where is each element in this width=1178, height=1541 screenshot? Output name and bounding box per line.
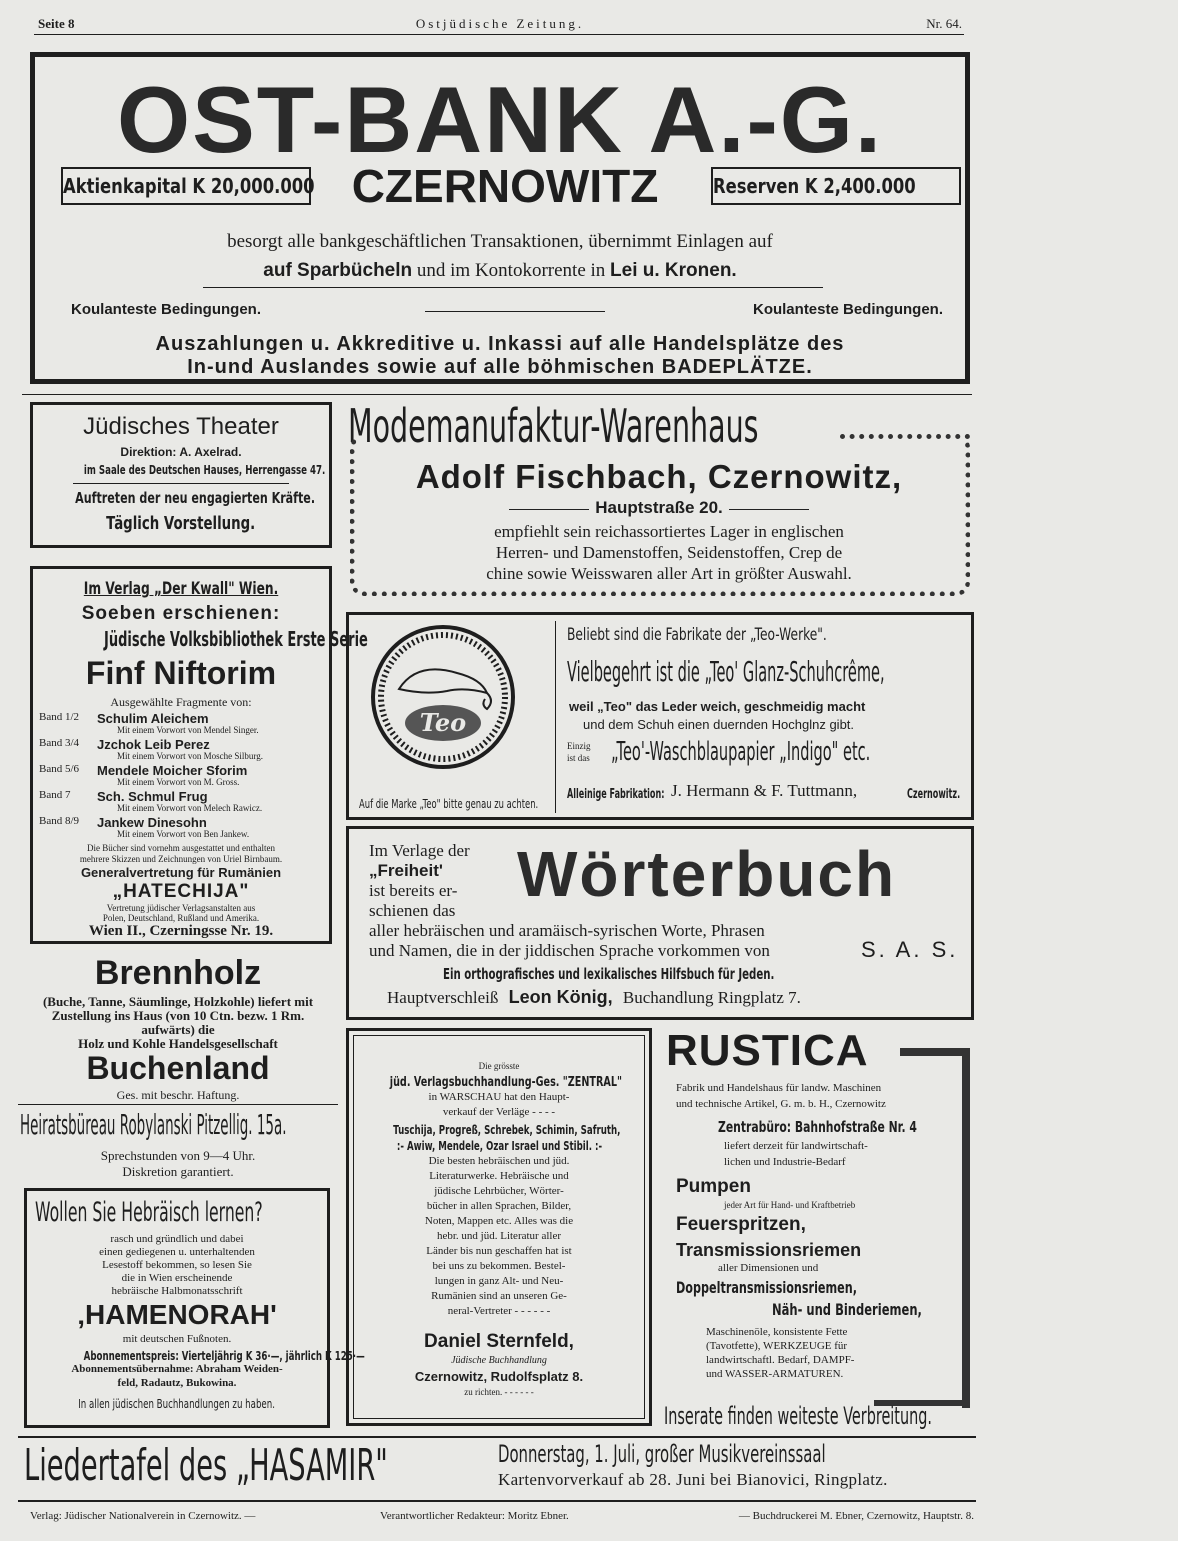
wb-v4: schienen das	[369, 901, 456, 920]
kwall-title: Finf Niftorim	[85, 655, 277, 691]
band-author: Sch. Schmul Frug	[97, 789, 208, 804]
capital-text: Aktienkapital K 20,000.000	[63, 174, 315, 198]
theater-line1-wrap	[33, 489, 329, 508]
zentral-l15: lungen in ganz Alt- und Neu-	[434, 1275, 564, 1287]
capital-box	[61, 167, 315, 205]
zentral-l10: bücher in allen Sprachen, Bilder,	[426, 1200, 572, 1212]
band-row	[39, 763, 323, 789]
kwall-publisher: Im Verlag „Der Kwall" Wien.	[83, 579, 279, 599]
wb-author: S. A. S.	[861, 937, 959, 962]
theater-line1: Auftreten der neu engagierten Kräfte.	[75, 489, 316, 507]
theater-ad	[30, 402, 332, 548]
band-label: Band 1/2	[39, 711, 80, 723]
rustica-l2: und technische Artikel, G. m. b. H., Czernowitz	[676, 1098, 886, 1110]
rustica-p2: Feuerspritzen,	[676, 1214, 806, 1235]
teo-einzig1: Einzig	[567, 741, 591, 751]
brennholz-l1: (Buche, Tanne, Säumlinge, Holzkohle) liefert mit	[42, 994, 314, 1009]
wb-d3-wrap	[443, 965, 863, 984]
rustica-bar-right	[962, 1048, 970, 1408]
wb-d2: und Namen, die in der jiddischen Sprache vorkommen von	[369, 941, 770, 960]
teo-line3: weil „Teo" das Leder weich, geschmeidig macht	[569, 699, 866, 714]
heirat-l1: Sprechstunden von 9—4 Uhr.	[100, 1148, 256, 1163]
liedertafel-title-wrap	[24, 1440, 486, 1498]
teo-ad	[346, 612, 974, 820]
hamenorah-l10-wrap	[29, 1395, 325, 1413]
zentral-l5: Tuschija, Progreß, Schrebek, Schimin, Safruth,	[393, 1123, 621, 1137]
band-author: Jzchok Leib Perez	[97, 737, 210, 752]
theater-line2-wrap	[33, 513, 329, 534]
hamenorah-l2: einen gediegenen u. unterhaltenden	[99, 1246, 255, 1258]
mode-title: Modemanufaktur-Warenhaus	[348, 399, 759, 453]
band-note: Mit einem Vorwort von Ben Jankew.	[117, 829, 250, 839]
kwall-series-wrap	[33, 627, 368, 651]
teo-line5-wrap	[611, 737, 971, 773]
kwall-general: Generalvertretung für Rumänien	[80, 865, 282, 880]
band-note: Mit einem Vorwort von Melech Rawicz.	[117, 803, 263, 813]
band-note: Mit einem Vorwort von M. Gross.	[117, 777, 240, 787]
kwall-out: Soeben erschienen:	[81, 603, 281, 624]
rustica-l11: und WASSER-ARMATUREN.	[706, 1368, 844, 1380]
teo-divider	[555, 621, 556, 813]
theater-line2: Täglich Vorstellung.	[106, 513, 256, 534]
section-rule	[22, 394, 972, 395]
zentral-l17: neral-Vertreter - - - - - -	[447, 1305, 551, 1317]
newspaper-name: Ostjüdische Zeitung.	[415, 16, 585, 31]
wb-v3: ist bereits er-	[369, 881, 458, 900]
mode-frame-top	[840, 434, 970, 439]
ostbank-ad	[30, 52, 970, 384]
conditions-divider	[425, 311, 605, 312]
rustica-p4: Doppeltransmissionsriemen,	[676, 1278, 858, 1297]
hamenorah-l10: In allen jüdischen Buchhandlungen zu haben.	[78, 1397, 276, 1411]
zentral-ad	[346, 1028, 652, 1426]
kontokorrente: und im Kontokorrente in	[412, 260, 611, 281]
rustica-p5-wrap	[772, 1300, 958, 1320]
zentral-l7: Die besten hebräischen und jüd.	[428, 1155, 570, 1167]
zentral-l20: zu richten. - - - - - -	[464, 1387, 534, 1397]
zentral-l14: bei uns zu bekommen. Bestel-	[432, 1260, 566, 1272]
wb-d4a: Hauptverschleiß	[387, 988, 499, 1007]
street-dash-right	[729, 509, 809, 510]
heirat-title-wrap	[20, 1108, 338, 1144]
rustica-l10: landwirtschaftl. Bedarf, DAMPF-	[706, 1354, 855, 1366]
teo-logo-ring	[373, 627, 513, 767]
footer-editor: Verantwortlicher Redakteur: Moritz Ebner.	[380, 1510, 569, 1522]
liedertafel-rule-bottom	[18, 1500, 976, 1502]
zentral-l8: Literaturwerke. Hebräische und	[429, 1170, 569, 1182]
brennholz-l3: aufwärts) die	[141, 1022, 215, 1037]
zentral-l9: jüdische Lehrbücher, Wörter-	[434, 1185, 564, 1197]
zentral-l3: in WARSCHAU hat den Haupt-	[428, 1091, 570, 1103]
liedertafel-l1: Donnerstag, 1. Juli, großer Musikvereinssaal	[498, 1440, 826, 1468]
zentral-l6-wrap	[349, 1137, 649, 1155]
teo-line4: und dem Schuh einen duernden Hochglnz gibt.	[583, 717, 855, 732]
theater-title: Jüdisches Theater	[83, 413, 279, 440]
footer	[30, 1508, 974, 1528]
teo-line2: Vielbegehrt ist die „Teo' Glanz-Schuhcrême,	[567, 655, 885, 688]
rustica-l4: liefert derzeit für landwirtschaft-	[724, 1140, 868, 1152]
mode-ad	[344, 398, 974, 606]
band-note: Mit einem Vorwort von Mendel Singer.	[117, 725, 259, 735]
zentral-l2-wrap	[349, 1073, 649, 1091]
sparbuecheln: auf Sparbücheln	[263, 260, 413, 281]
wb-v2: „Freiheit'	[369, 861, 443, 880]
footer-publisher: Verlag: Jüdischer Nationalverein in Czernowitz. —	[30, 1510, 256, 1522]
zentral-l1: Die grösste	[478, 1061, 520, 1071]
wb-title: Wörterbuch	[517, 838, 897, 910]
kwall-rep2: Polen, Deutschland, Rußland und Amerika.	[102, 913, 260, 923]
zentral-l13: Länder bis nun geschaffen hat ist	[426, 1245, 572, 1257]
brennholz-ad	[18, 954, 338, 1102]
band-author: Schulim Aleichem	[97, 711, 209, 726]
wb-v1: Im Verlage der	[369, 841, 470, 860]
brennholz-l4: Holz und Kohle Handelsgesellschaft	[78, 1036, 278, 1051]
band-label: Band 3/4	[39, 737, 80, 749]
teo-city: Czernowitz.	[907, 787, 961, 802]
conditions-right: Koulanteste Bedingungen.	[752, 301, 943, 318]
teo-city-wrap	[907, 785, 971, 803]
teo-line5: „Teo'-Waschblaupapier „Indigo" etc.	[611, 737, 871, 767]
band-label: Band 5/6	[39, 763, 80, 775]
issue-number: Nr. 64.	[926, 16, 962, 31]
ostbank-line2	[35, 260, 965, 282]
kwall-books1: Die Bücher sind vornehm ausgestattet und enthalten	[87, 843, 275, 853]
reserves-text: Reserven K 2,400.000	[713, 174, 916, 198]
hamenorah-ad	[24, 1188, 365, 1428]
liedertafel-l2: Kartenvorverkauf ab 28. Juni bei Bianovici, Ringplatz.	[498, 1470, 888, 1489]
rustica-bar-top	[900, 1048, 970, 1056]
kwall-series: Jüdische Volksbibliothek Erste Serie	[104, 627, 368, 651]
band-label: Band 7	[39, 789, 71, 801]
hamenorah-l3: Lesestoff bekommen, so lesen Sie	[102, 1259, 252, 1271]
conditions-left: Koulanteste Bedingungen.	[71, 301, 262, 318]
wb-d1: aller hebräischen und aramäisch-syrischen Worte, Phrasen	[369, 921, 765, 940]
zentral-l16: Rumänien sind an unseren Ge-	[431, 1290, 567, 1302]
page-number: Seite 8	[38, 16, 75, 31]
band-row	[39, 789, 323, 815]
footer-printer: — Buchdruckerei M. Ebner, Czernowitz, Hauptstr. 8.	[738, 1510, 974, 1522]
mode-line3: chine sowie Weisswaren aller Art in größter Auswahl.	[486, 564, 852, 583]
mode-owner: Adolf Fischbach, Czernowitz,	[415, 458, 903, 495]
heirat-l2: Diskretion garantiert.	[122, 1164, 234, 1179]
inserate-wrap	[664, 1402, 974, 1436]
teo-logo	[369, 623, 517, 771]
rustica-p4-wrap	[676, 1278, 958, 1298]
wb-d3: Ein orthografisches und lexikalisches Hilfsbuch für Jeden.	[443, 965, 775, 983]
band-row	[39, 737, 323, 763]
theater-hall-wrap	[37, 461, 325, 479]
heirat-ad	[18, 1104, 338, 1184]
zentral-l6: :- Awiw, Mendele, Ozar Israel und Stibil. :-	[396, 1139, 602, 1153]
ostbank-rule	[203, 287, 823, 288]
header-rule	[34, 34, 964, 35]
band-label: Band 8/9	[39, 815, 80, 827]
brennholz-name: Buchenland	[86, 1050, 270, 1086]
hamenorah-title-wrap	[35, 1197, 329, 1233]
rustica-p3: Transmissionsriemen	[676, 1240, 862, 1260]
ostbank-line3: Auszahlungen u. Akkreditive u. Inkassi auf alle Handelsplätze des	[155, 333, 845, 355]
rustica-p5: Näh- und Binderiemen,	[772, 1300, 922, 1319]
zentral-l11: Noten, Mappen etc. Alles was die	[424, 1215, 574, 1227]
heirat-rule	[18, 1104, 338, 1105]
teo-line2-wrap	[567, 655, 967, 695]
rustica-l6: jeder Art für Hand- und Kraftbetrieb	[724, 1200, 856, 1210]
running-header	[38, 12, 962, 34]
hamenorah-l5: hebräische Halbmonatsschrift	[111, 1285, 243, 1297]
band-note: Mit einem Vorwort von Mosche Silburg.	[117, 751, 263, 761]
mode-street: Hauptstraße 20.	[595, 498, 723, 517]
hamenorah-l9: feld, Radautz, Bukowina.	[117, 1377, 237, 1389]
rustica-l7: aller Dimensionen und	[718, 1262, 819, 1274]
street-dash-left	[509, 509, 589, 510]
teo-fab: Alleinige Fabrikation:	[567, 787, 665, 802]
zentral-l4: verkauf der Verläge - - - -	[442, 1106, 556, 1118]
rustica-l1: Fabrik und Handelshaus für landw. Maschinen	[676, 1082, 882, 1094]
band-row	[39, 711, 323, 737]
theater-hall: im Saale des Deutschen Hauses, Herrengasse 47.	[83, 463, 326, 477]
band-row	[39, 815, 323, 841]
rustica-p1: Pumpen	[676, 1176, 751, 1197]
chameleon-icon	[399, 669, 487, 693]
brennholz-title: Brennholz	[94, 954, 262, 992]
hamenorah-l8: Abonnementsübernahme: Abraham Weiden-	[71, 1363, 283, 1375]
theater-direction: Direktion: A. Axelrad.	[120, 445, 242, 459]
ostbank-title: OST-BANK A.-G.	[116, 67, 884, 172]
liedertafel-title: Liedertafel des „HASAMIR"	[24, 1440, 388, 1491]
kwall-hatechija: „HATECHIJA"	[112, 881, 250, 902]
chameleon-tail-icon	[483, 693, 491, 709]
ostbank-line1: besorgt alle bankgeschäftlichen Transaktionen, übernimmt Einlagen auf	[227, 231, 773, 252]
wb-d4c: Buchandlung Ringplatz 7.	[622, 988, 801, 1007]
teo-caption-wrap	[359, 795, 559, 813]
hamenorah-l1: rasch und gründlich und dabei	[110, 1233, 244, 1245]
band-author: Mendele Moicher Sforim	[97, 763, 248, 778]
lei-kronen: Lei u. Kronen.	[610, 260, 737, 281]
zentral-l12: hebr. und jüd. Literatur aller	[436, 1230, 561, 1242]
liedertafel-ad	[18, 1438, 976, 1498]
teo-einzig2: ist das	[567, 753, 590, 763]
rustica-title: RUSTICA	[666, 1026, 869, 1075]
rustica-l5: lichen und Industrie-Bedarf	[724, 1156, 846, 1168]
inserate-text: Inserate finden weiteste Verbreitung.	[664, 1402, 932, 1430]
teo-fab-wrap	[567, 785, 677, 803]
ostbank-line4: In-und Auslandes sowie auf alle böhmischen BADEPLÄTZE.	[187, 356, 813, 378]
woerterbuch-ad	[346, 826, 974, 1020]
wb-d4b: Leon König,	[508, 987, 613, 1007]
kwall-bands	[39, 711, 323, 841]
brennholz-ges: Ges. mit beschr. Haftung.	[116, 1088, 240, 1102]
teo-caption: Auf die Marke „Teo" bitte genau zu achten.	[359, 797, 539, 811]
kwall-publisher-wrap	[33, 579, 329, 599]
teo-makers: J. Hermann & F. Tuttmann,	[671, 781, 858, 800]
hamenorah-l6: mit deutschen Fußnoten.	[122, 1333, 232, 1345]
rustica-ad	[664, 1026, 976, 1426]
teo-logo-text: Teo	[419, 708, 467, 737]
band-author: Jankew Dinesohn	[97, 815, 207, 830]
ostbank-city: CZERNOWITZ	[351, 160, 659, 212]
wb-d4	[387, 987, 801, 1008]
rustica-l3-wrap	[718, 1118, 958, 1137]
zentral-name: Daniel Sternfeld,	[424, 1331, 574, 1352]
theater-rule	[73, 483, 289, 484]
mode-line2: Herren- und Damenstoffen, Seidenstoffen, Crep de	[495, 543, 843, 562]
rustica-l3: Zentrabüro: Bahnhofstraße Nr. 4	[718, 1118, 917, 1136]
kwall-rep1: Vertretung jüdischer Verlagsanstalten aus	[106, 903, 256, 913]
rustica-l8: Maschinenöle, konsistente Fette	[706, 1326, 848, 1338]
hamenorah-name: ‚HAMENORAH'	[77, 1299, 277, 1330]
zentral-l18: Jüdische Buchhandlung	[451, 1355, 547, 1366]
zentral-l19: Czernowitz, Rudolfsplatz 8.	[414, 1369, 584, 1384]
hamenorah-title: Wollen Sie Hebräisch lernen?	[35, 1197, 263, 1228]
reserves-box	[711, 167, 961, 205]
heirat-title: Heiratsbüreau Robylanski Pitzellig. 15a.	[20, 1108, 287, 1141]
rustica-l9: (Tavotfette), WERKZEUGE für	[706, 1340, 848, 1352]
hamenorah-l4: die in Wien erscheinende	[121, 1272, 233, 1284]
hamenorah-l7: Abonnementspreis: Vierteljährig K 36·—, jährlich K 125·—	[83, 1349, 365, 1363]
teo-line1-wrap	[567, 625, 967, 645]
brennholz-l2: Zustellung ins Haus (von 10 Ctn. bezw. 1 Rm.	[51, 1008, 305, 1023]
kwall-addr: Wien II., Czerningsse Nr. 19.	[88, 923, 274, 939]
teo-line1: Beliebt sind die Fabrikate der „Teo-Werke".	[567, 625, 827, 645]
mode-street-row	[344, 498, 974, 518]
liedertafel-l1-wrap	[498, 1440, 974, 1470]
kwall-sub: Ausgewählte Fragmente von:	[110, 695, 252, 709]
mode-line1: empfiehlt sein reichassortiertes Lager in englischen	[494, 522, 844, 541]
kwall-books2: mehrere Skizzen und Zeichnungen von Uriel Birnbaum.	[79, 854, 283, 864]
kwall-ad	[30, 566, 368, 944]
zentral-l2: jüd. Verlagsbuchhandlung-Ges. "ZENTRAL"	[389, 1075, 622, 1090]
